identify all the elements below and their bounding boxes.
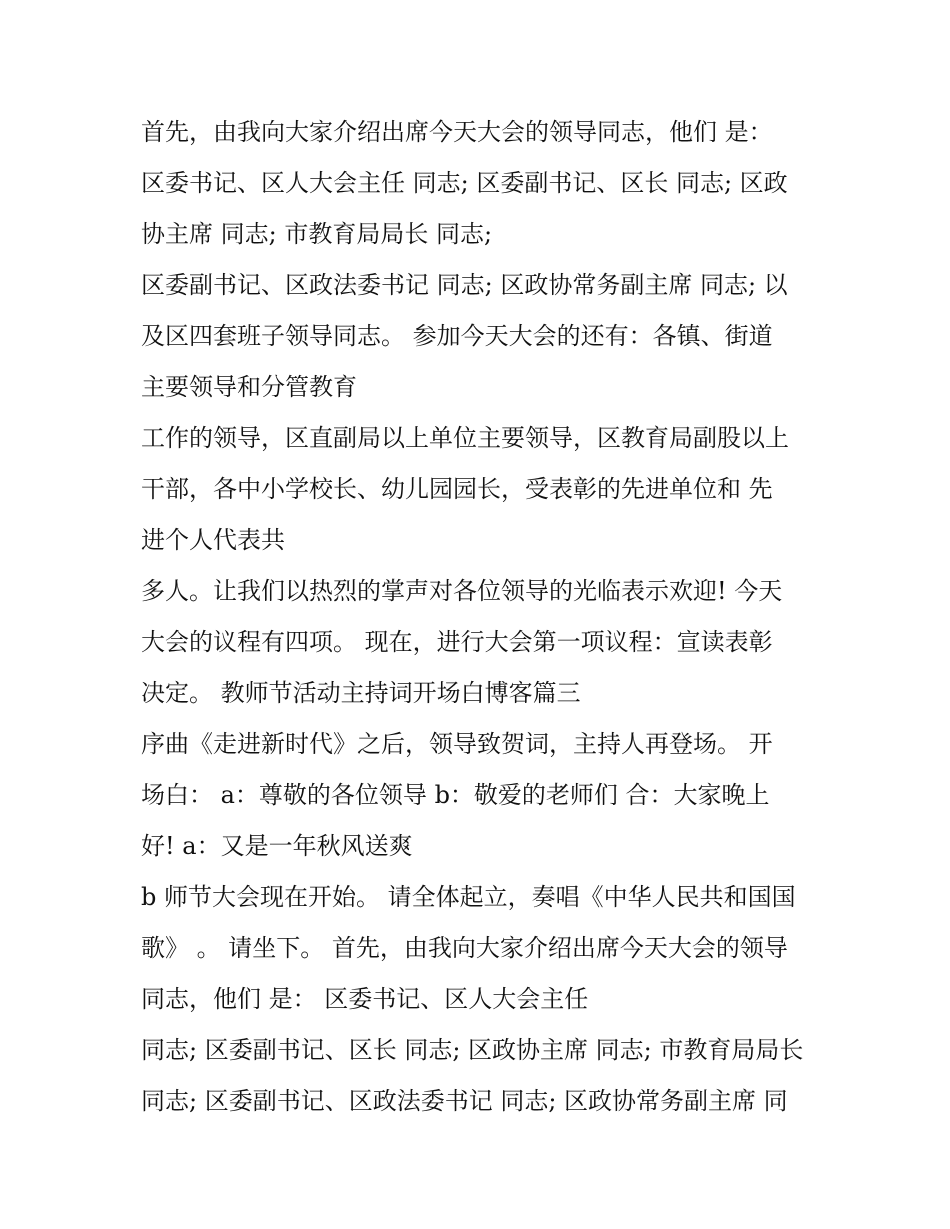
text-line: 场白： a：尊敬的各位领导 b：敬爱的老师们 合：大家晚上	[141, 781, 770, 809]
text-line: 序曲《走进新时代》之后，领导致贺词，主持人再登场。 开	[141, 730, 773, 758]
text-line: 干部，各中小学校长、幼儿园园长，受表彰的先进单位和 先	[141, 475, 773, 503]
text-line: 歌》 。 请坐下。 首先，由我向大家介绍出席今天大会的领导	[141, 934, 788, 962]
text-line: 多人。让我们以热烈的掌声对各位领导的光临表示欢迎! 今天	[141, 577, 783, 605]
text-line: 决定。 教师节活动主持词开场白博客篇三	[141, 679, 581, 707]
document-body	[141, 107, 821, 1127]
text-line: 首先，由我向大家介绍出席今天大会的领导同志，他们 是：	[141, 118, 773, 146]
text-line: 区委书记、区人大会主任 同志; 区委副书记、区长 同志; 区政	[141, 169, 788, 197]
text-line: 协主席 同志; 市教育局局长 同志;	[141, 220, 493, 248]
text-line: 及区四套班子领导同志。 参加今天大会的还有：各镇、街道	[141, 322, 773, 350]
text-line: 同志; 区委副书记、区政法委书记 同志; 区政协常务副主席 同	[141, 1087, 788, 1115]
text-line: 主要领导和分管教育	[141, 373, 357, 401]
text-line: 同志; 区委副书记、区长 同志; 区政协主席 同志; 市教育局局长	[141, 1036, 804, 1064]
text-line: 好! a：又是一年秋风送爽	[141, 832, 413, 860]
text-line: b 师节大会现在开始。 请全体起立，奏唱《中华人民共和国国	[141, 883, 796, 911]
text-line: 大会的议程有四项。 现在，进行大会第一项议程：宣读表彰	[141, 628, 773, 656]
text-line: 同志，他们 是： 区委书记、区人大会主任	[141, 985, 589, 1013]
text-line: 工作的领导，区直副局以上单位主要领导，区教育局副股以上	[141, 424, 789, 452]
text-line: 进个人代表共	[141, 526, 285, 554]
text-line: 区委副书记、区政法委书记 同志; 区政协常务副主席 同志; 以	[141, 271, 788, 299]
